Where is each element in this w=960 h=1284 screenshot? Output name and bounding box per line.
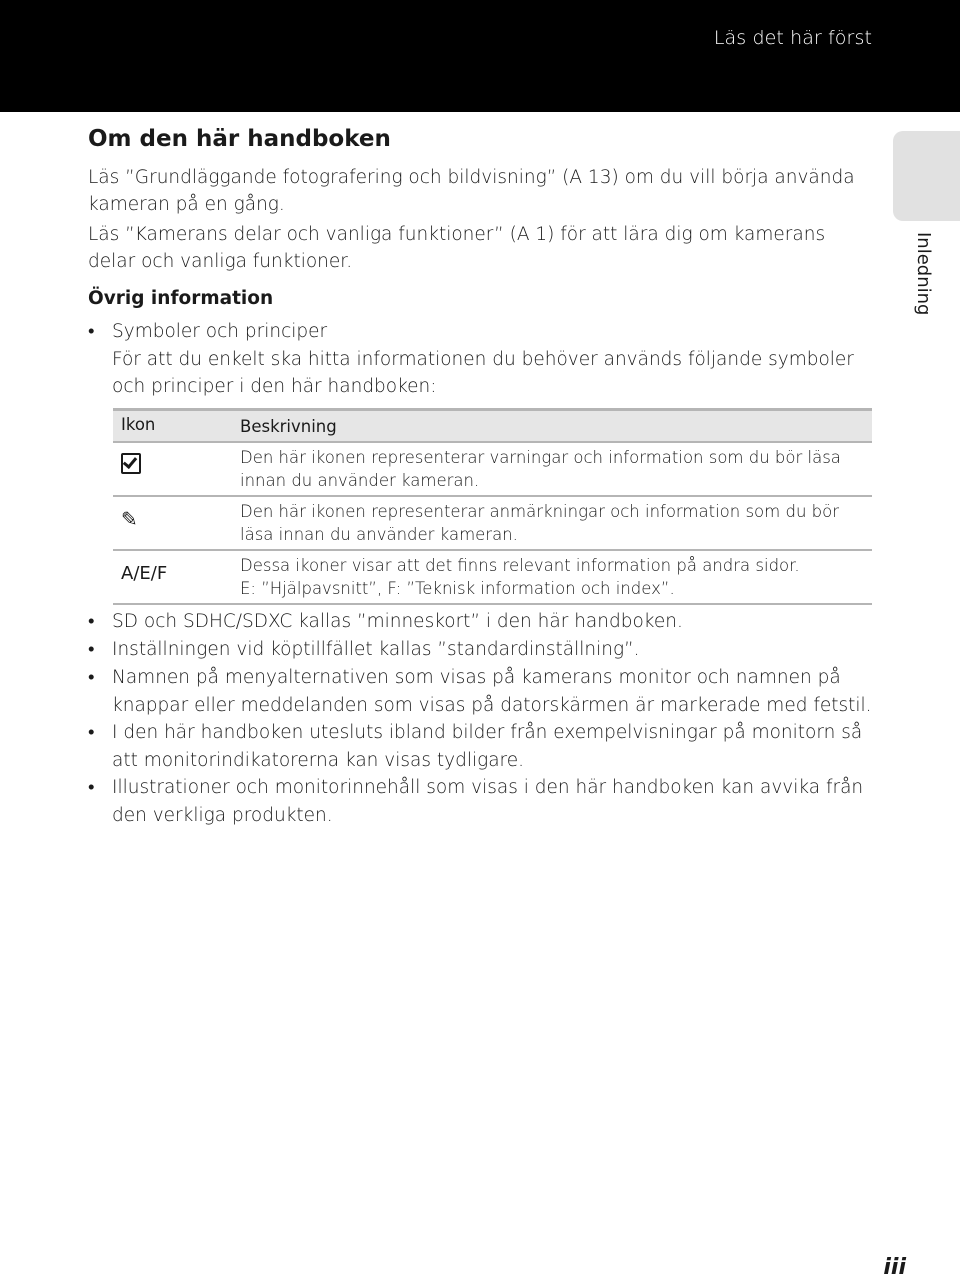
list-item-text: För att du enkelt ska hitta informationen du behöver används följande symboler och principer i den här handboken: [112, 348, 854, 397]
table-cell-description: Den här ikonen representerar varningar och information som du bör läsa innan du använder kameran. [240, 448, 841, 490]
side-tab [893, 131, 960, 221]
subheading: Övrig information [88, 288, 274, 309]
side-tab-label: Inledning [913, 232, 934, 316]
table-cell-description-line-1: Dessa ikoner visar att det finns relevant information på andra sidor. [240, 556, 800, 575]
list-item [88, 774, 880, 829]
list-item-text: Illustrationer och monitorinnehåll som visas i den här handboken kan avvika från den verkliga produkten. [112, 777, 864, 826]
table-row [113, 551, 872, 605]
list-item-symbols [88, 318, 880, 401]
list-item [88, 719, 880, 774]
bullet-icon: • [88, 321, 95, 342]
table-row [113, 497, 872, 551]
bullet-icon: • [88, 722, 95, 743]
page-reference-icons: A/E/F [121, 563, 168, 584]
intro-paragraph-2: Läs ”Kamerans delar och vanliga funktioner” (A 1) för att lära dig om kamerans delar och vanliga funktioner. [88, 224, 826, 272]
list-item [88, 664, 880, 719]
table-cell-description [240, 554, 870, 600]
list-item [88, 608, 880, 636]
list-item-text: Inställningen vid köptillfället kallas ”standardinställning”. [112, 639, 640, 660]
bullet-icon: • [88, 611, 95, 632]
list-item-text: Symboler och principer [112, 321, 328, 342]
table-header-description: Beskrivning [240, 417, 337, 436]
table-cell-description: Den här ikonen representerar anmärkningar och information som du bör läsa innan du använder kameran. [240, 502, 839, 544]
page-title: Om den här handboken [88, 126, 391, 152]
bullet-icon: • [88, 777, 95, 798]
table-header [113, 408, 872, 443]
caution-icon [121, 453, 141, 475]
note-icon: ✎ [121, 507, 138, 531]
bullet-icon: • [88, 639, 95, 660]
table-cell-description-line-2: E: ”Hjälpavsnitt”, F: ”Teknisk information och index”. [240, 579, 675, 598]
page-number: iii [883, 1255, 906, 1280]
list-item-text: SD och SDHC/SDXC kallas ”minneskort” i den här handboken. [112, 611, 683, 632]
intro-paragraph-1: Läs ”Grundläggande fotografering och bildvisning” (A 13) om du vill börja använda kameran på en gång. [88, 167, 855, 215]
bullet-icon: • [88, 667, 95, 688]
table-header-icon: Ikon [121, 415, 156, 434]
symbol-table [113, 408, 872, 605]
header-bar [0, 0, 960, 112]
list-item-text: I den här handboken utesluts ibland bilder från exempelvisningar på monitorn så att monitorindikatorerna kan visas tydligare. [112, 722, 863, 771]
list-item-text: Namnen på menyalternativen som visas på kamerans monitor och namnen på knappar eller meddelanden som visas på datorskärmen är markerade med fetstil. [112, 667, 872, 716]
list-item [88, 636, 880, 664]
section-title: Läs det här först [713, 27, 872, 49]
table-row [113, 443, 872, 497]
